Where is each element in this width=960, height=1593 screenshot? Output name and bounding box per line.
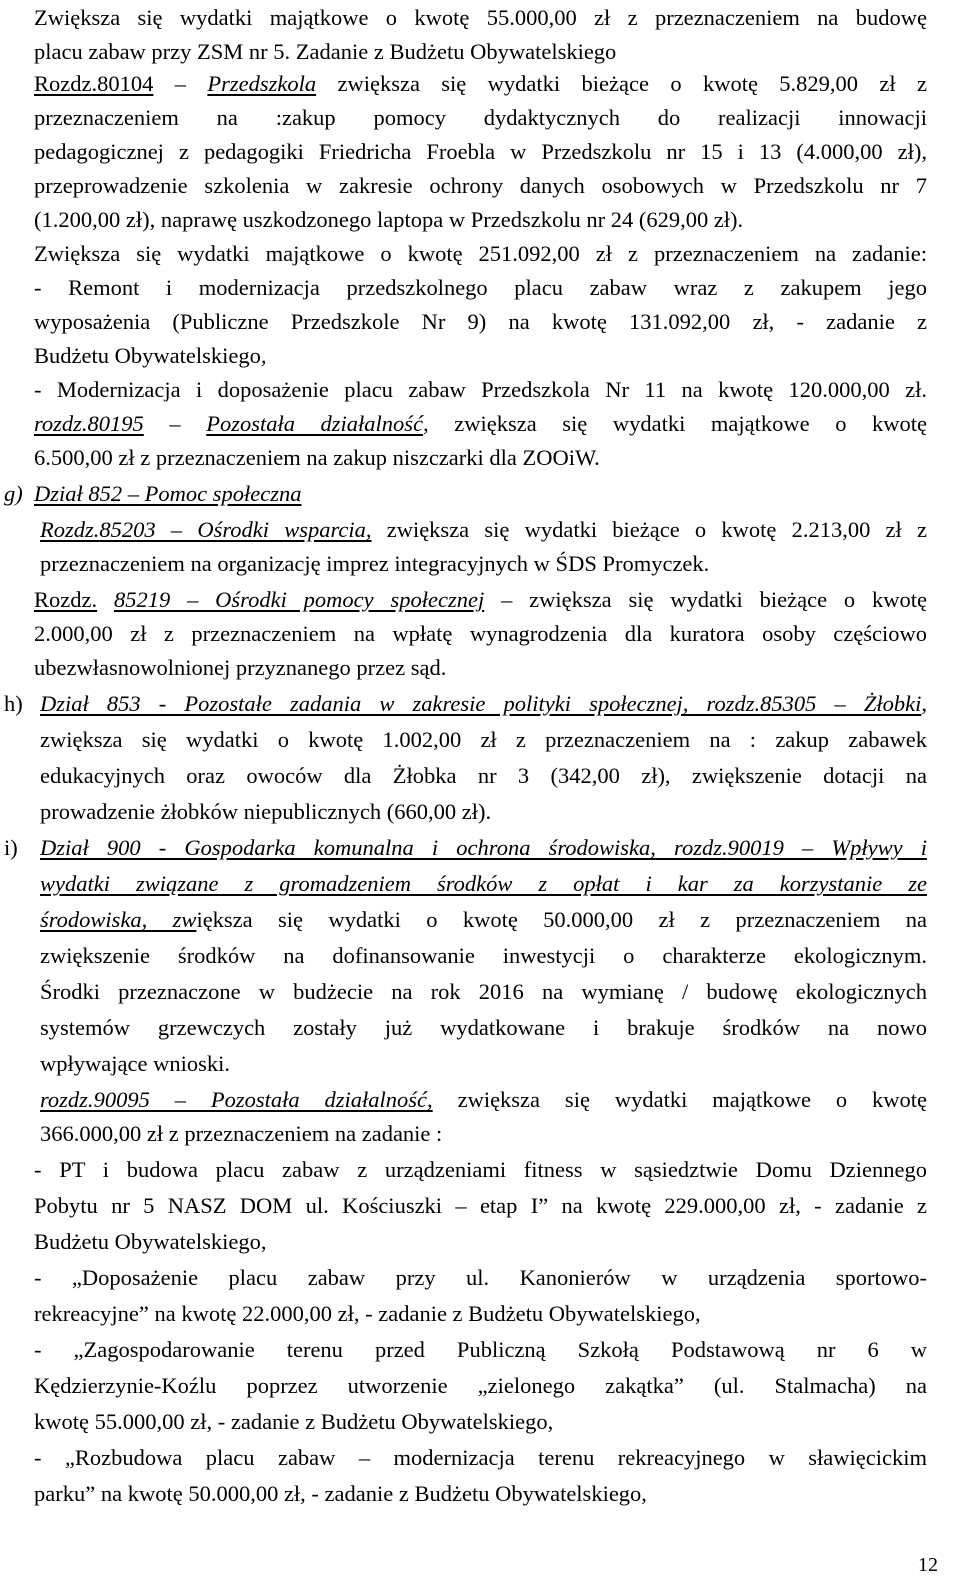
section-title: 85203 – Ośrodki wsparcia, bbox=[99, 517, 372, 542]
text-line bbox=[40, 830, 927, 866]
text-line: - PT i budowa placu zabaw z urządzeniami fitness w sąsiedztwie Domu Dziennego bbox=[34, 1157, 927, 1182]
text-line bbox=[34, 582, 927, 618]
text-span: iększa się wydatki o kwotę 50.000,00 zł z przeznaczeniem na bbox=[196, 907, 927, 932]
text-line: (1.200,00 zł), naprawę uszkodzonego laptopa w Przedszkolu nr 24 (629,00 zł). bbox=[34, 207, 744, 232]
page-number: 12 bbox=[918, 1554, 938, 1576]
text-line: wpływające wnioski. bbox=[40, 1051, 230, 1076]
text-line: przeznaczeniem na :zakup pomocy dydaktycznych do realizacji innowacji bbox=[34, 105, 927, 130]
text-line: zwiększenie środków na dofinansowanie inwestycji o charakterze ekologicznym. bbox=[40, 943, 927, 968]
section-ref: rozdz. bbox=[655, 835, 728, 860]
section-title: 90019 – Wpływy i bbox=[727, 835, 927, 860]
text-line: przeprowadzenie szkolenia w zakresie ochrony danych osobowych w Przedszkolu nr 7 bbox=[34, 173, 927, 198]
text-line: rozdz.80195 – Pozostała działalność, zwiększa się wydatki majątkowe o kwotę bbox=[34, 411, 927, 436]
section-title-continued: wydatki związane z gromadzeniem środków z opłat i kar za korzystanie ze bbox=[40, 871, 927, 896]
text-line: parku” na kwotę 50.000,00 zł, - zadanie z Budżetu Obywatelskiego, bbox=[34, 1481, 647, 1506]
text-line: przeznaczeniem na organizację imprez integracyjnych w ŚDS Promyczek. bbox=[40, 551, 710, 576]
section-title: 85305 – Żłobki bbox=[760, 691, 922, 716]
section-title: Przedszkola bbox=[207, 71, 317, 96]
text-line: Budżetu Obywatelskiego, bbox=[34, 343, 267, 368]
text-line: 366.000,00 zł z przeznaczeniem na zadanie : bbox=[40, 1121, 443, 1146]
section-heading: Dział 900 - Gospodarka komunalna i ochrona środowiska, bbox=[40, 835, 656, 860]
text-line: pedagogicznej z pedagogiki Friedricha Froebla w Przedszkolu nr 15 i 13 (4.000,00 zł), bbox=[34, 139, 927, 164]
text-line: - „Rozbudowa placu zabaw – modernizacja terenu rekreacyjnego w sławięcickim bbox=[34, 1445, 927, 1470]
section-heading: Dział 853 - Pozostałe zadania w zakresie polityki społecznej, bbox=[40, 691, 689, 716]
text-line: ubezwłasnowolnionej przyznanego przez sąd. bbox=[34, 655, 447, 680]
text-span: zwiększa się wydatki majątkowe o kwotę bbox=[432, 1087, 927, 1112]
section-title: Pozostała działalność bbox=[206, 411, 424, 436]
section-title: 85219 – Ośrodki pomocy społecznej bbox=[113, 587, 485, 612]
text-span: , bbox=[921, 691, 927, 716]
section-heading: Dział 852 – Pomoc społeczna bbox=[34, 481, 302, 506]
text-line: Pobytu nr 5 NASZ DOM ul. Kościuszki – etap I” na kwotę 229.000,00 zł, - zadanie z bbox=[34, 1193, 927, 1218]
text-line: Zwiększa się wydatki majątkowe o kwotę 55.000,00 zł z przeznaczeniem na budowę bbox=[34, 5, 927, 30]
text-line: 2.000,00 zł z przeznaczeniem na wpłatę wynagrodzenia dla kuratora osoby częściowo bbox=[34, 621, 927, 646]
text-line: Kędzierzynie-Koźlu poprzez utworzenie „zielonego zakątka” (ul. Stalmacha) na bbox=[34, 1373, 927, 1398]
text-line: wyposażenia (Publiczne Przedszkole Nr 9) na kwotę 131.092,00 zł, - zadanie z bbox=[34, 309, 927, 334]
section-ref: rozdz. bbox=[40, 1087, 94, 1112]
text-line: Rozdz.80104 – Przedszkola zwiększa się wydatki bieżące o kwotę 5.829,00 zł z bbox=[34, 71, 927, 96]
text-span: , zwiększa się wydatki majątkowe o kwotę bbox=[423, 411, 927, 436]
text-span: zwiększa się wydatki bieżące o kwotę 5.829,00 zł z bbox=[337, 71, 927, 96]
list-marker: h) bbox=[4, 691, 23, 716]
text-line: rekreacyjne” na kwotę 22.000,00 zł, - zadanie z Budżetu Obywatelskiego, bbox=[34, 1301, 701, 1326]
list-marker: g) bbox=[4, 481, 23, 506]
section-ref: rozdz.80195 bbox=[34, 411, 144, 436]
text-span: zwiększa się wydatki bieżące o kwotę 2.213,00 zł z bbox=[371, 517, 927, 542]
text-line: systemów grzewczych zostały już wydatkowane i brakuje środków na nowo bbox=[40, 1015, 927, 1040]
section-ref: Rozdz. bbox=[34, 587, 98, 612]
text-line: - „Doposażenie placu zabaw przy ul. Kanonierów w urządzenia sportowo- bbox=[34, 1265, 927, 1290]
text-line: placu zabaw przy ZSM nr 5. Zadanie z Budżetu Obywatelskiego bbox=[34, 39, 617, 64]
text-line: Zwiększa się wydatki majątkowe o kwotę 251.092,00 zł z przeznaczeniem na zadanie: bbox=[34, 241, 927, 266]
text-span: – zwiększa się wydatki bieżące o kwotę bbox=[484, 587, 927, 612]
text-line bbox=[40, 902, 927, 938]
text-line: 6.500,00 zł z przeznaczeniem na zakup niszczarki dla ZOOiW. bbox=[34, 445, 600, 470]
text-line: - Modernizacja i doposażenie placu zabaw Przedszkola Nr 11 na kwotę 120.000,00 zł. bbox=[34, 377, 927, 402]
text-line: edukacyjnych oraz owoców dla Żłobka nr 3 (342,00 zł), zwiększenie dotacji na bbox=[40, 763, 927, 788]
text-line: - Remont i modernizacja przedszkolnego placu zabaw wraz z zakupem jego bbox=[34, 275, 927, 300]
text-line: zwiększa się wydatki o kwotę 1.002,00 zł z przeznaczeniem na : zakup zabawek bbox=[40, 727, 927, 752]
section-ref: Rozdz. bbox=[40, 517, 100, 542]
text-line: Środki przeznaczone w budżecie na rok 2016 na wymianę / budowę ekologicznych bbox=[40, 979, 927, 1004]
section-ref: rozdz. bbox=[688, 691, 761, 716]
text-line: prowadzenie żłobków niepublicznych (660,00 zł). bbox=[40, 799, 492, 824]
section-ref: Rozdz.80104 bbox=[34, 71, 154, 96]
text-line: - „Zagospodarowanie terenu przed Publiczną Szkołą Podstawową nr 6 w bbox=[34, 1337, 927, 1362]
text-line: Budżetu Obywatelskiego, bbox=[34, 1229, 267, 1254]
section-title-continued: środowiska, zw bbox=[40, 907, 197, 932]
text-line bbox=[40, 512, 927, 548]
list-marker: i) bbox=[4, 835, 18, 860]
section-title: 90095 – Pozostała działalność, bbox=[93, 1087, 433, 1112]
text-line: kwotę 55.000,00 zł, - zadanie z Budżetu Obywatelskiego, bbox=[34, 1409, 554, 1434]
text-line bbox=[40, 1082, 927, 1118]
text-line bbox=[40, 686, 927, 722]
